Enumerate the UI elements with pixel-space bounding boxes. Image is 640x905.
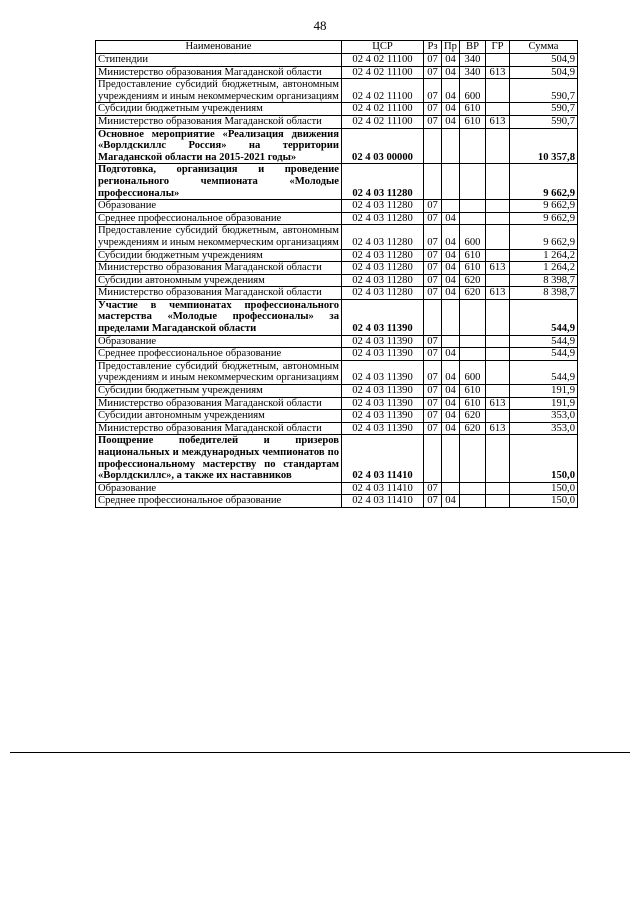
cell-sum: 9 662,9 bbox=[510, 225, 578, 249]
cell-vr: 620 bbox=[460, 274, 486, 287]
cell-csr: 02 4 03 11390 bbox=[342, 348, 424, 361]
cell-name: Подготовка, организация и проведение регионального чемпионата «Молодые профессионалы» bbox=[96, 164, 342, 200]
cell-sum: 1 264,2 bbox=[510, 262, 578, 275]
cell-vr: 600 bbox=[460, 79, 486, 103]
cell-name: Министерство образования Магаданской области bbox=[96, 287, 342, 300]
header-name: Наименование bbox=[96, 41, 342, 54]
cell-sum: 9 662,9 bbox=[510, 164, 578, 200]
cell-gr bbox=[486, 385, 510, 398]
table-row bbox=[96, 422, 578, 435]
cell-rz bbox=[424, 128, 442, 164]
cell-vr bbox=[460, 435, 486, 482]
cell-name: Субсидии бюджетным учреждениям bbox=[96, 103, 342, 116]
table-row bbox=[96, 128, 578, 164]
cell-pr: 04 bbox=[442, 385, 460, 398]
cell-sum: 353,0 bbox=[510, 410, 578, 423]
cell-sum: 590,7 bbox=[510, 79, 578, 103]
cell-sum: 504,9 bbox=[510, 54, 578, 67]
cell-sum: 191,9 bbox=[510, 385, 578, 398]
cell-name: Стипендии bbox=[96, 54, 342, 67]
cell-vr: 340 bbox=[460, 54, 486, 67]
cell-name: Среднее профессиональное образование bbox=[96, 495, 342, 508]
cell-csr: 02 4 03 11280 bbox=[342, 262, 424, 275]
cell-name: Министерство образования Магаданской области bbox=[96, 66, 342, 79]
cell-vr: 620 bbox=[460, 410, 486, 423]
cell-csr: 02 4 03 11390 bbox=[342, 299, 424, 335]
cell-csr: 02 4 03 11280 bbox=[342, 212, 424, 225]
cell-name: Предоставление субсидий бюджетным, автономным учреждениям и иным некоммерческим организациям bbox=[96, 360, 342, 384]
cell-pr bbox=[442, 128, 460, 164]
cell-sum: 544,9 bbox=[510, 335, 578, 348]
cell-gr bbox=[486, 410, 510, 423]
cell-sum: 544,9 bbox=[510, 348, 578, 361]
cell-pr bbox=[442, 299, 460, 335]
cell-rz: 07 bbox=[424, 287, 442, 300]
cell-csr: 02 4 03 11280 bbox=[342, 164, 424, 200]
cell-sum: 150,0 bbox=[510, 482, 578, 495]
cell-rz: 07 bbox=[424, 495, 442, 508]
cell-gr bbox=[486, 482, 510, 495]
cell-rz: 07 bbox=[424, 360, 442, 384]
table-row bbox=[96, 287, 578, 300]
cell-name: Субсидии бюджетным учреждениям bbox=[96, 385, 342, 398]
cell-name: Предоставление субсидий бюджетным, автономным учреждениям и иным некоммерческим организациям bbox=[96, 225, 342, 249]
table-row bbox=[96, 249, 578, 262]
footer-divider bbox=[10, 752, 630, 753]
cell-pr: 04 bbox=[442, 397, 460, 410]
table-row bbox=[96, 397, 578, 410]
cell-gr: 613 bbox=[486, 262, 510, 275]
cell-rz: 07 bbox=[424, 410, 442, 423]
cell-pr: 04 bbox=[442, 422, 460, 435]
cell-pr: 04 bbox=[442, 103, 460, 116]
cell-gr bbox=[486, 212, 510, 225]
cell-name: Министерство образования Магаданской области bbox=[96, 115, 342, 128]
table-row bbox=[96, 164, 578, 200]
cell-vr: 620 bbox=[460, 287, 486, 300]
cell-csr: 02 4 03 11390 bbox=[342, 335, 424, 348]
header-vr: ВР bbox=[460, 41, 486, 54]
cell-rz: 07 bbox=[424, 262, 442, 275]
cell-name: Среднее профессиональное образование bbox=[96, 212, 342, 225]
cell-vr: 610 bbox=[460, 397, 486, 410]
cell-vr bbox=[460, 299, 486, 335]
cell-vr bbox=[460, 164, 486, 200]
cell-rz: 07 bbox=[424, 385, 442, 398]
cell-vr: 610 bbox=[460, 262, 486, 275]
cell-csr: 02 4 02 11100 bbox=[342, 115, 424, 128]
cell-vr bbox=[460, 482, 486, 495]
cell-csr: 02 4 03 11410 bbox=[342, 495, 424, 508]
cell-pr bbox=[442, 335, 460, 348]
budget-table bbox=[95, 40, 578, 508]
cell-sum: 504,9 bbox=[510, 66, 578, 79]
table-row bbox=[96, 66, 578, 79]
table-row bbox=[96, 435, 578, 482]
cell-rz bbox=[424, 164, 442, 200]
header-sum: Сумма bbox=[510, 41, 578, 54]
cell-csr: 02 4 03 11280 bbox=[342, 249, 424, 262]
cell-gr bbox=[486, 225, 510, 249]
cell-name: Министерство образования Магаданской области bbox=[96, 262, 342, 275]
cell-pr: 04 bbox=[442, 79, 460, 103]
cell-csr: 02 4 03 11280 bbox=[342, 274, 424, 287]
table-row bbox=[96, 103, 578, 116]
cell-rz: 07 bbox=[424, 422, 442, 435]
table-row bbox=[96, 410, 578, 423]
cell-name: Субсидии автономным учреждениям bbox=[96, 410, 342, 423]
cell-csr: 02 4 02 11100 bbox=[342, 66, 424, 79]
cell-pr: 04 bbox=[442, 54, 460, 67]
table-header bbox=[96, 41, 578, 54]
cell-name: Субсидии бюджетным учреждениям bbox=[96, 249, 342, 262]
cell-vr: 610 bbox=[460, 249, 486, 262]
cell-gr: 613 bbox=[486, 422, 510, 435]
cell-gr: 613 bbox=[486, 397, 510, 410]
table-row bbox=[96, 115, 578, 128]
cell-gr bbox=[486, 348, 510, 361]
cell-name: Образование bbox=[96, 335, 342, 348]
cell-sum: 150,0 bbox=[510, 435, 578, 482]
cell-gr bbox=[486, 103, 510, 116]
table-row bbox=[96, 482, 578, 495]
cell-gr bbox=[486, 495, 510, 508]
cell-pr bbox=[442, 164, 460, 200]
cell-gr bbox=[486, 435, 510, 482]
cell-gr bbox=[486, 274, 510, 287]
cell-name: Предоставление субсидий бюджетным, автономным учреждениям и иным некоммерческим организациям bbox=[96, 79, 342, 103]
cell-vr bbox=[460, 348, 486, 361]
cell-csr: 02 4 03 11280 bbox=[342, 200, 424, 213]
cell-pr: 04 bbox=[442, 274, 460, 287]
cell-vr bbox=[460, 335, 486, 348]
cell-pr bbox=[442, 482, 460, 495]
cell-gr bbox=[486, 249, 510, 262]
cell-vr: 600 bbox=[460, 225, 486, 249]
cell-rz bbox=[424, 435, 442, 482]
cell-gr bbox=[486, 299, 510, 335]
cell-csr: 02 4 03 11390 bbox=[342, 385, 424, 398]
cell-gr: 613 bbox=[486, 287, 510, 300]
cell-vr bbox=[460, 495, 486, 508]
cell-rz: 07 bbox=[424, 103, 442, 116]
cell-vr: 610 bbox=[460, 385, 486, 398]
cell-gr bbox=[486, 335, 510, 348]
cell-sum: 9 662,9 bbox=[510, 200, 578, 213]
cell-gr: 613 bbox=[486, 66, 510, 79]
cell-csr: 02 4 03 11390 bbox=[342, 422, 424, 435]
page-number: 48 bbox=[313, 18, 327, 33]
cell-vr bbox=[460, 128, 486, 164]
header-rz: Рз bbox=[424, 41, 442, 54]
cell-gr: 613 bbox=[486, 115, 510, 128]
cell-csr: 02 4 03 11280 bbox=[342, 225, 424, 249]
cell-name: Образование bbox=[96, 482, 342, 495]
cell-name: Участие в чемпионатах профессионального мастерства «Молодые профессионалы» за пределами Магаданской области bbox=[96, 299, 342, 335]
cell-rz: 07 bbox=[424, 274, 442, 287]
cell-rz: 07 bbox=[424, 397, 442, 410]
cell-rz: 07 bbox=[424, 79, 442, 103]
table-row bbox=[96, 335, 578, 348]
cell-vr: 610 bbox=[460, 115, 486, 128]
cell-name: Поощрение победителей и призеров национальных и международных чемпионатов по профессиональному мастерству по стандартам «Ворлдскиллс», а также их наставников bbox=[96, 435, 342, 482]
cell-csr: 02 4 03 11390 bbox=[342, 397, 424, 410]
cell-rz: 07 bbox=[424, 335, 442, 348]
cell-rz: 07 bbox=[424, 212, 442, 225]
cell-rz: 07 bbox=[424, 482, 442, 495]
table-row bbox=[96, 385, 578, 398]
cell-pr: 04 bbox=[442, 212, 460, 225]
table-row bbox=[96, 299, 578, 335]
cell-csr: 02 4 02 11100 bbox=[342, 54, 424, 67]
cell-sum: 191,9 bbox=[510, 397, 578, 410]
cell-sum: 544,9 bbox=[510, 299, 578, 335]
cell-pr: 04 bbox=[442, 360, 460, 384]
cell-pr: 04 bbox=[442, 262, 460, 275]
cell-csr: 02 4 03 11390 bbox=[342, 410, 424, 423]
cell-vr: 600 bbox=[460, 360, 486, 384]
cell-sum: 353,0 bbox=[510, 422, 578, 435]
cell-name: Образование bbox=[96, 200, 342, 213]
cell-gr bbox=[486, 54, 510, 67]
cell-sum: 10 357,8 bbox=[510, 128, 578, 164]
cell-vr bbox=[460, 200, 486, 213]
cell-pr: 04 bbox=[442, 410, 460, 423]
cell-rz: 07 bbox=[424, 249, 442, 262]
cell-vr: 340 bbox=[460, 66, 486, 79]
cell-pr: 04 bbox=[442, 287, 460, 300]
cell-pr bbox=[442, 435, 460, 482]
cell-gr bbox=[486, 128, 510, 164]
header-csr: ЦСР bbox=[342, 41, 424, 54]
cell-csr: 02 4 02 11100 bbox=[342, 79, 424, 103]
table-row bbox=[96, 79, 578, 103]
cell-csr: 02 4 03 11390 bbox=[342, 360, 424, 384]
cell-sum: 590,7 bbox=[510, 115, 578, 128]
cell-name: Основное мероприятие «Реализация движения «Ворлдскиллс Россия» на территории Магаданской области на 2015-2021 годы» bbox=[96, 128, 342, 164]
cell-gr bbox=[486, 164, 510, 200]
cell-pr: 04 bbox=[442, 348, 460, 361]
cell-sum: 150,0 bbox=[510, 495, 578, 508]
cell-pr: 04 bbox=[442, 115, 460, 128]
cell-rz: 07 bbox=[424, 200, 442, 213]
cell-rz: 07 bbox=[424, 225, 442, 249]
cell-pr bbox=[442, 200, 460, 213]
table-row bbox=[96, 225, 578, 249]
cell-csr: 02 4 03 11280 bbox=[342, 287, 424, 300]
cell-pr: 04 bbox=[442, 249, 460, 262]
table-row bbox=[96, 360, 578, 384]
table-row bbox=[96, 274, 578, 287]
cell-csr: 02 4 03 00000 bbox=[342, 128, 424, 164]
table-row bbox=[96, 200, 578, 213]
cell-rz: 07 bbox=[424, 115, 442, 128]
cell-name: Министерство образования Магаданской области bbox=[96, 422, 342, 435]
cell-sum: 9 662,9 bbox=[510, 212, 578, 225]
cell-vr bbox=[460, 212, 486, 225]
cell-sum: 8 398,7 bbox=[510, 287, 578, 300]
cell-sum: 590,7 bbox=[510, 103, 578, 116]
cell-rz: 07 bbox=[424, 348, 442, 361]
table-body bbox=[96, 54, 578, 508]
cell-rz: 07 bbox=[424, 54, 442, 67]
cell-vr: 620 bbox=[460, 422, 486, 435]
table-row bbox=[96, 212, 578, 225]
cell-gr bbox=[486, 360, 510, 384]
table-row bbox=[96, 54, 578, 67]
cell-pr: 04 bbox=[442, 66, 460, 79]
cell-sum: 544,9 bbox=[510, 360, 578, 384]
cell-rz: 07 bbox=[424, 66, 442, 79]
table-row bbox=[96, 262, 578, 275]
cell-rz bbox=[424, 299, 442, 335]
cell-gr bbox=[486, 200, 510, 213]
cell-csr: 02 4 03 11410 bbox=[342, 482, 424, 495]
cell-sum: 8 398,7 bbox=[510, 274, 578, 287]
cell-sum: 1 264,2 bbox=[510, 249, 578, 262]
cell-name: Министерство образования Магаданской области bbox=[96, 397, 342, 410]
header-pr: Пр bbox=[442, 41, 460, 54]
cell-csr: 02 4 03 11410 bbox=[342, 435, 424, 482]
table-row bbox=[96, 348, 578, 361]
cell-pr: 04 bbox=[442, 495, 460, 508]
cell-vr: 610 bbox=[460, 103, 486, 116]
cell-name: Среднее профессиональное образование bbox=[96, 348, 342, 361]
table-row bbox=[96, 495, 578, 508]
header-gr: ГР bbox=[486, 41, 510, 54]
cell-gr bbox=[486, 79, 510, 103]
cell-name: Субсидии автономным учреждениям bbox=[96, 274, 342, 287]
cell-csr: 02 4 02 11100 bbox=[342, 103, 424, 116]
cell-pr: 04 bbox=[442, 225, 460, 249]
